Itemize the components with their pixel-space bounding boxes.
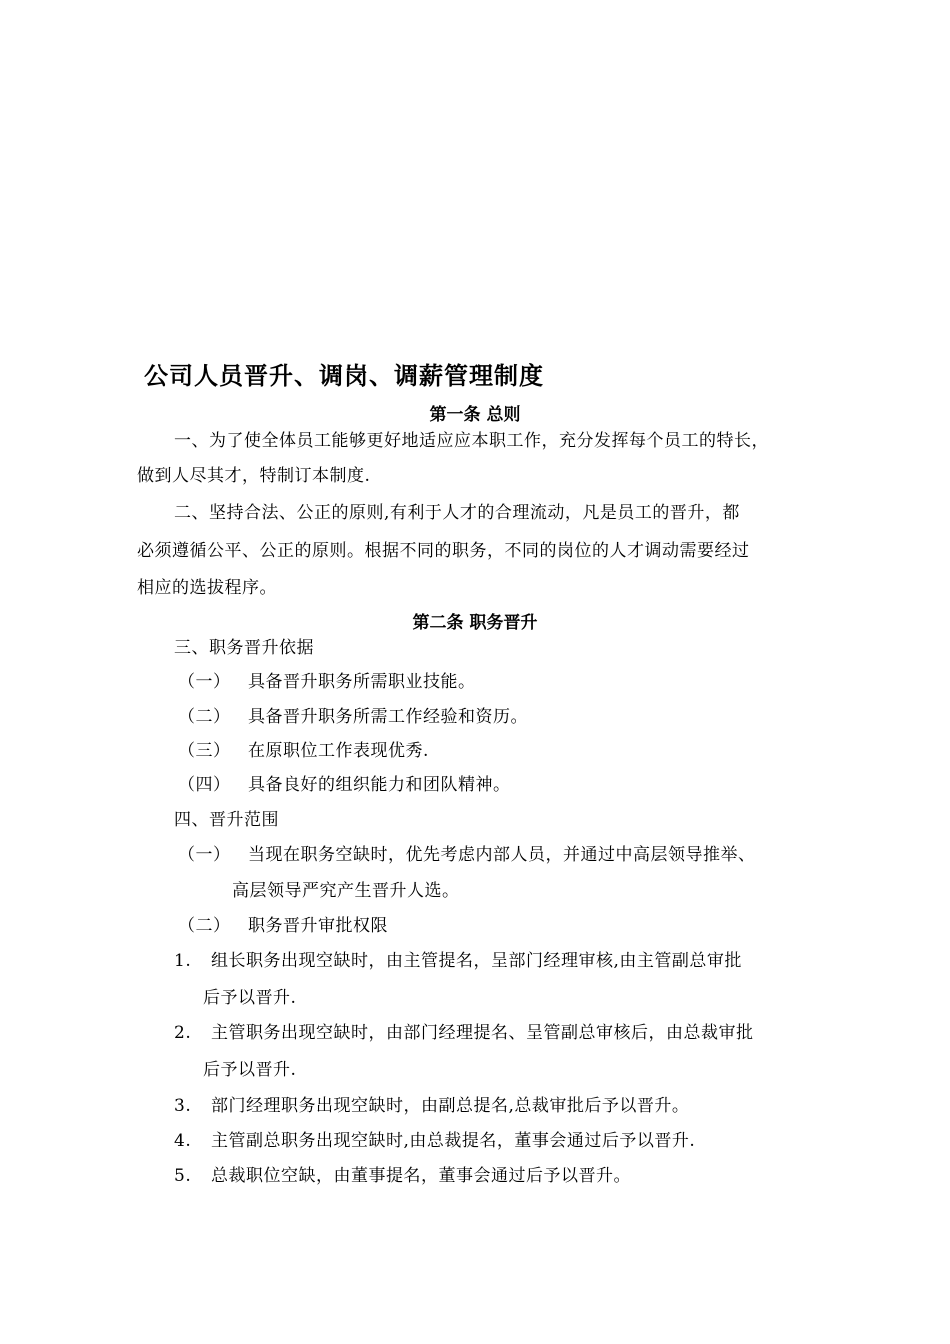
item-number: 4. [174, 1131, 192, 1151]
numbered-item-continuation: 后予以晋升. [203, 988, 297, 1008]
section-2-heading: 第二条 职务晋升 [412, 613, 538, 633]
list-marker: （一） [178, 672, 231, 692]
paragraph-1-line-2: 做到人尽其才，特制订本制度. [137, 466, 371, 486]
item-number: 1. [174, 951, 192, 971]
list-item [178, 911, 388, 936]
paragraph-1-line-1: 一、为了使全体员工能够更好地适应应本职工作，充分发挥每个员工的特长， [174, 431, 769, 451]
numbered-item-text: 部门经理职务出现空缺时，由副总提名,总裁审批后予以晋升。 [211, 1096, 690, 1116]
list-item [178, 702, 528, 727]
paragraph-2-line-3: 相应的选拔程序。 [137, 578, 277, 598]
list-item-text: 具备良好的组织能力和团队精神。 [248, 775, 511, 795]
numbered-item [174, 1091, 689, 1116]
list-marker: （一） [178, 845, 231, 865]
item-number: 3. [174, 1096, 192, 1116]
numbered-item-text: 主管副总职务出现空缺时,由总裁提名，董事会通过后予以晋升. [211, 1131, 696, 1151]
list-item [178, 840, 756, 865]
document-title: 公司人员晋升、调岗、调薪管理制度 [144, 361, 544, 390]
list-item [178, 736, 429, 761]
item-number: 2. [174, 1023, 192, 1043]
list-marker: （四） [178, 775, 231, 795]
item-4-heading: 四、晋升范围 [174, 810, 279, 830]
item-number: 5. [174, 1166, 192, 1186]
list-item-text: 具备晋升职务所需工作经验和资历。 [248, 707, 528, 727]
list-item-text: 具备晋升职务所需职业技能。 [248, 672, 476, 692]
list-item-text: 当现在职务空缺时，优先考虑内部人员，并通过中高层领导推举、 [248, 845, 756, 865]
list-marker: （三） [178, 741, 231, 761]
paragraph-2-line-1: 二、坚持合法、公正的原则,有利于人才的合理流动，凡是员工的晋升，都 [174, 503, 740, 523]
numbered-item-text: 总裁职位空缺，由董事提名，董事会通过后予以晋升。 [211, 1166, 631, 1186]
numbered-item [174, 1018, 754, 1043]
numbered-item [174, 946, 742, 971]
list-marker: （二） [178, 916, 231, 936]
numbered-item [174, 1126, 695, 1151]
list-item-continuation: 高层领导严究产生晋升人选。 [232, 881, 460, 901]
list-marker: （二） [178, 707, 231, 727]
numbered-item [174, 1161, 631, 1186]
numbered-item-text: 主管职务出现空缺时，由部门经理提名、呈管副总审核后，由总裁审批 [211, 1023, 754, 1043]
list-item [178, 770, 511, 795]
numbered-item-continuation: 后予以晋升. [203, 1060, 297, 1080]
section-1-heading: 第一条 总则 [429, 405, 521, 425]
item-3-heading: 三、职务晋升依据 [174, 638, 314, 658]
list-item-text: 在原职位工作表现优秀. [248, 741, 429, 761]
paragraph-2-line-2: 必须遵循公平、公正的原则。根据不同的职务，不同的岗位的人才调动需要经过 [137, 541, 750, 561]
list-item [178, 667, 476, 692]
numbered-item-text: 组长职务出现空缺时，由主管提名，呈部门经理审核,由主管副总审批 [211, 951, 742, 971]
list-item-text: 职务晋升审批权限 [248, 916, 388, 936]
